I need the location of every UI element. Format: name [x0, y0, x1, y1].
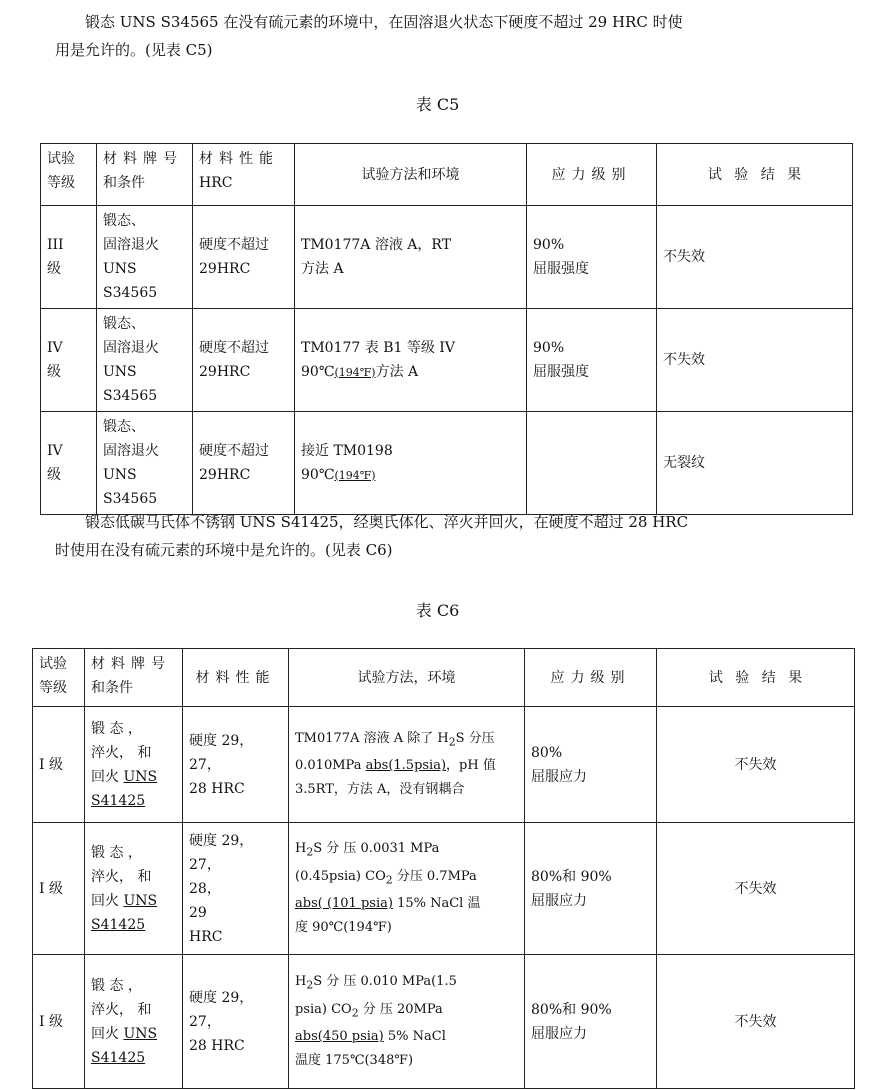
table-cell	[41, 206, 97, 309]
cell-text-line: 分 压 20MPa	[358, 1001, 443, 1017]
cell-text-line: 分压 0.7MPa	[392, 868, 477, 884]
cell-text-line: (0.45psia) CO	[295, 868, 386, 884]
table-caption-c6: 表 C6	[415, 601, 460, 620]
table-header-row	[41, 144, 853, 206]
cell-text-line: UNS S34565	[103, 364, 158, 404]
cell-text-line: 材料性能	[199, 151, 279, 167]
cell-text-line: 方法 A	[375, 363, 419, 380]
cell-text-line: 接近 TM0198	[301, 442, 393, 459]
cell-text-line: 5% NaCl	[383, 1029, 446, 1045]
table-cell	[193, 206, 295, 309]
table-cell: I 级	[33, 707, 85, 823]
table-cell	[525, 955, 657, 1089]
cell-text-line: S 分 压 0.010 MPa(1.5	[313, 973, 457, 989]
cell-text-line: 级	[47, 467, 61, 483]
cell-text-line	[295, 727, 518, 755]
cell-text-line: 硬度 29，27，	[189, 732, 254, 773]
cell-text-line: 80%和 90%	[531, 1001, 612, 1018]
cell-text-line	[295, 998, 518, 1026]
table-row	[41, 309, 853, 412]
header-stress: 应力级别	[525, 649, 657, 707]
cell-text-line: abs( (101 psia)	[295, 896, 393, 912]
cell-text-line: 试验	[39, 656, 67, 672]
paragraph-line: 用是允许的。(见表 C5)	[55, 41, 213, 59]
cell-text-line: 固溶退火	[103, 443, 159, 459]
table-cell	[41, 309, 97, 412]
cell-text-line: 锻态、	[103, 213, 145, 229]
cell-text-line: 温度 175℃(348℉)	[295, 1053, 414, 1069]
cell-text-line: 固溶退火	[103, 237, 159, 253]
cell-text-line: S41425	[91, 792, 146, 809]
header-property: 材料性能	[183, 649, 289, 707]
cell-text-line: 硬度 29，27，	[189, 989, 254, 1030]
table-c6	[32, 648, 855, 1089]
cell-text-line	[91, 765, 176, 789]
subscript: 2	[306, 978, 314, 992]
cell-text-line: UNS S34565	[103, 467, 158, 507]
header-property	[193, 144, 295, 206]
table-cell	[85, 823, 183, 955]
cell-text-line: 硬度不超过	[199, 340, 269, 356]
cell-text-line: 淬火， 和	[91, 1001, 152, 1018]
cell-text-line: 材料牌号	[91, 656, 171, 672]
cell-text-line	[295, 892, 518, 916]
cell-text-line: 屈服应力	[531, 1025, 587, 1042]
header-material	[85, 649, 183, 707]
cell-text-line: 硬度 29，27，	[189, 832, 254, 873]
cell-text-line: 90%	[533, 237, 565, 253]
cell-text-line: IV	[47, 340, 63, 356]
table-cell	[295, 309, 527, 412]
cell-text-line: UNS	[123, 892, 158, 909]
cell-text-line: 等级	[47, 175, 75, 191]
cell-text-line: 80%和 90%	[531, 868, 612, 885]
cell-text-line: 15% NaCl 温	[392, 896, 481, 912]
header-grade	[33, 649, 85, 707]
cell-text-line: S 分 压 0.0031 MPa	[313, 840, 440, 856]
cell-text-line: 90℃	[301, 466, 335, 483]
cell-text-line: 回火	[91, 1025, 124, 1042]
cell-text-line	[91, 1022, 176, 1046]
cell-text-line: 级	[47, 261, 61, 277]
cell-text-line: abs(450 psia)	[295, 1029, 384, 1045]
table-row	[41, 206, 853, 309]
table-cell	[289, 823, 525, 955]
cell-text-line: TM0177A 溶液 A，RT	[301, 237, 452, 253]
table-cell	[527, 309, 657, 412]
cell-text-line: S41425	[91, 916, 146, 933]
table-cell: 不失效	[657, 955, 855, 1089]
table-cell	[295, 412, 527, 515]
header-material	[97, 144, 193, 206]
table-cell	[41, 412, 97, 515]
cell-text-line: 28 HRC	[189, 1037, 245, 1054]
table-cell	[193, 309, 295, 412]
table-cell	[97, 206, 193, 309]
cell-text-line: abs(1.5psia)	[365, 758, 447, 774]
cell-text-line: 锻 态 ，	[91, 720, 142, 737]
cell-text-line: 回火	[91, 892, 124, 909]
table-cell: 无裂纹	[657, 412, 853, 515]
table-cell	[527, 206, 657, 309]
paragraph-line: 时使用在没有硫元素的环境中是允许的。(见表 C6)	[55, 541, 393, 559]
subscript: 2	[351, 1006, 359, 1020]
cell-text-line: 固溶退火	[103, 340, 159, 356]
cell-text-line: 等级	[39, 680, 67, 696]
subscript: 2	[385, 873, 393, 887]
cell-text-line: (194℉)	[334, 468, 376, 482]
cell-text-line: 硬度不超过	[199, 443, 269, 459]
table-cell	[193, 412, 295, 515]
cell-text-line: 锻态、	[103, 419, 145, 435]
table-caption-c5: 表 C5	[415, 95, 460, 114]
cell-text-line: 和条件	[91, 680, 133, 696]
cell-text-line: 和条件	[103, 175, 145, 191]
table-cell	[183, 707, 289, 823]
table-cell: I 级	[33, 823, 85, 955]
subscript: 2	[448, 735, 456, 749]
header-method: 试验方法和环境	[295, 144, 527, 206]
cell-text-line: 29	[189, 904, 207, 921]
cell-text-line: psia) CO	[295, 1001, 352, 1017]
cell-text-line: 屈服强度	[533, 261, 589, 277]
cell-text-line: 方法 A	[301, 261, 344, 277]
cell-text-line: 29HRC	[199, 467, 251, 483]
cell-text-line: 硬度不超过	[199, 237, 269, 253]
cell-text-line: S41425	[91, 1049, 146, 1066]
cell-text-line: IV	[47, 443, 63, 459]
header-result: 试 验 结 果	[657, 144, 853, 206]
cell-text-line: 锻 态 ，	[91, 844, 142, 861]
table-row	[33, 823, 855, 955]
table-cell	[527, 412, 657, 515]
header-result: 试 验 结 果	[657, 649, 855, 707]
cell-text-line: S 分压	[455, 730, 495, 746]
cell-text-line: 90℃	[301, 363, 335, 380]
cell-text-line: 29HRC	[199, 261, 251, 277]
header-grade	[41, 144, 97, 206]
cell-text-line: III	[47, 237, 64, 253]
cell-text-line: 80%	[531, 744, 563, 761]
cell-text-line: UNS	[123, 768, 158, 785]
cell-text-line: 29HRC	[199, 364, 251, 380]
cell-text-line: 级	[47, 364, 61, 380]
cell-text-line: TM0177A 溶液 A 除了 H	[295, 730, 449, 746]
cell-text-line: UNS S34565	[103, 261, 158, 301]
cell-text-line: 28，	[189, 880, 221, 897]
table-cell: 不失效	[657, 707, 855, 823]
cell-text-line: 90%	[533, 340, 565, 356]
cell-text-line: 度 90℃(194℉)	[295, 920, 392, 936]
cell-text-line	[295, 1025, 518, 1049]
cell-text-line: UNS	[123, 1025, 158, 1042]
cell-text-line: HRC	[199, 175, 233, 191]
cell-text-line	[295, 754, 518, 778]
table-cell	[295, 206, 527, 309]
paragraph-line: 锻态 UNS S34565 在没有硫元素的环境中，在固溶退火状态下硬度不超过 29 HRC 时使	[85, 13, 683, 31]
cell-text-line: 屈服应力	[531, 892, 587, 909]
paragraph-intro-s41425	[55, 508, 845, 564]
table-cell	[525, 823, 657, 955]
table-cell: I 级	[33, 955, 85, 1089]
table-cell: 不失效	[657, 823, 855, 955]
table-cell	[85, 707, 183, 823]
cell-text-line: 淬火， 和	[91, 744, 152, 761]
cell-text-line: 28 HRC	[189, 780, 245, 797]
table-header-row	[33, 649, 855, 707]
cell-text-line	[295, 837, 518, 865]
cell-text-line: H	[295, 840, 307, 856]
paragraph-intro-s34565	[55, 8, 845, 64]
cell-text-line: 屈服强度	[533, 364, 589, 380]
table-cell	[289, 707, 525, 823]
table-cell	[183, 823, 289, 955]
cell-text-line: 锻 态 ，	[91, 977, 142, 994]
cell-text-line: 回火	[91, 768, 124, 785]
table-cell	[97, 309, 193, 412]
table-c5	[40, 143, 853, 515]
cell-text-line: (194℉)	[334, 365, 376, 379]
cell-text-line: 淬火， 和	[91, 868, 152, 885]
table-cell	[97, 412, 193, 515]
header-method: 试验方法，环境	[289, 649, 525, 707]
cell-text-line: 屈服应力	[531, 768, 587, 785]
table-cell: 不失效	[657, 206, 853, 309]
cell-text-line	[295, 865, 518, 893]
table-cell	[183, 955, 289, 1089]
table-cell	[289, 955, 525, 1089]
cell-text-line: 锻态、	[103, 316, 145, 332]
table-cell	[525, 707, 657, 823]
cell-text-line: ，pH 值	[446, 758, 496, 774]
cell-text-line: 材料牌号	[103, 151, 183, 167]
cell-text-line: 0.010MPa	[295, 758, 366, 774]
table-cell	[85, 955, 183, 1089]
cell-text-line: H	[295, 973, 307, 989]
cell-text-line: 试验	[47, 151, 75, 167]
table-cell: 不失效	[657, 309, 853, 412]
header-stress: 应力级别	[527, 144, 657, 206]
table-row	[41, 412, 853, 515]
cell-text-line: 3.5RT，方法 A，没有钢耦合	[295, 782, 465, 798]
cell-text-line: HRC	[189, 928, 223, 945]
cell-text-line	[295, 970, 518, 998]
subscript: 2	[306, 845, 314, 859]
cell-text-line	[91, 889, 176, 913]
cell-text-line	[301, 463, 520, 488]
cell-text-line	[301, 360, 520, 385]
table-row	[33, 955, 855, 1089]
paragraph-line: 锻态低碳马氏体不锈钢 UNS S41425，经奥氏体化、淬火并回火，在硬度不超过 28 HRC	[85, 513, 689, 531]
cell-text-line: TM0177 表 B1 等级 IV	[301, 339, 455, 356]
table-row	[33, 707, 855, 823]
